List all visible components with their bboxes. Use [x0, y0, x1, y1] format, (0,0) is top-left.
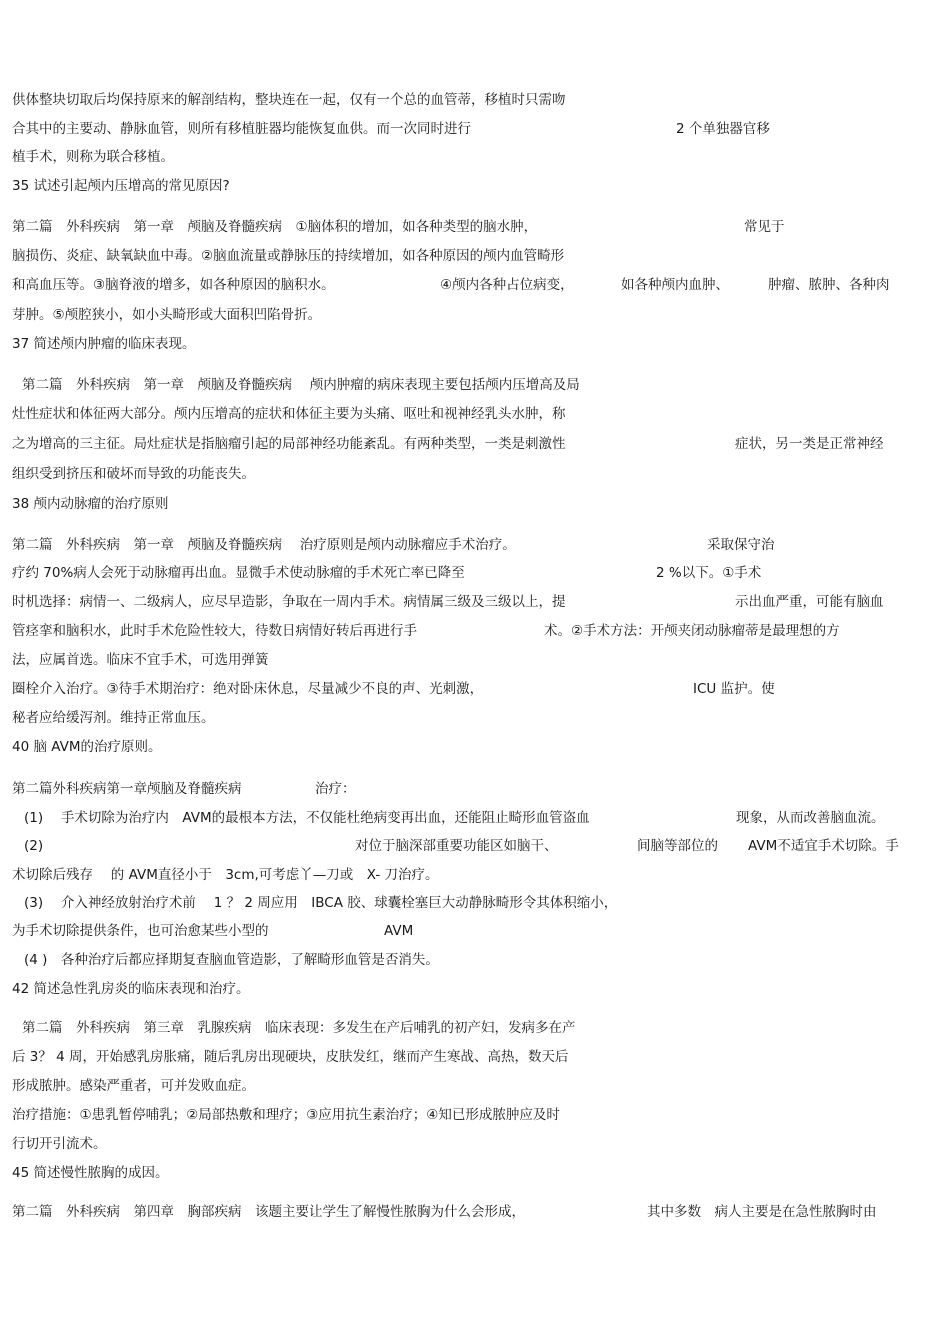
text-line-6-segment-3: 肿瘤、脓肿、各种肉	[768, 277, 890, 293]
text-line-15-segment-0: 疗约 70%病人会死于动脉瘤再出血。显微手术使动脉瘤的手术死亡率已降至	[12, 565, 465, 581]
text-line-16-segment-0: 时机选择：病情一、二级病人，应尽早造影，争取在一周内手术。病情属三级及三级以上，提	[12, 594, 566, 610]
text-line-2-segment-0: 植手术，则称为联合移植。	[12, 149, 174, 165]
text-line-17-segment-1: 术。②手术方法：开颅夹闭动脉瘤蒂是最理想的方	[544, 623, 840, 639]
text-line-27-segment-0: 为手术切除提供条件，也可治愈某些小型的	[12, 923, 269, 939]
text-line-23-segment-0: (1) 手术切除为治疗内 AVM的最根本方法，不仅能杜绝病变再出血，还能阻止畸形血管盗血	[24, 810, 590, 826]
text-line-21-segment-0: 40 脑 AVM的治疗原则。	[12, 739, 162, 755]
text-line-19-segment-1: ICU 监护。使	[693, 681, 775, 697]
text-line-6-segment-2: 如各种颅内血肿、	[621, 277, 729, 293]
text-line-8-segment-0: 37 简述颅内肿瘤的临床表现。	[12, 336, 196, 352]
text-line-4-segment-1: 常见于	[744, 219, 785, 235]
text-line-24-segment-3: AVM不适宜手术切除。手	[748, 838, 899, 854]
text-line-29-segment-0: 42 简述急性乳房炎的临床表现和治疗。	[12, 981, 250, 997]
text-line-6-segment-0: 和高血压等。③脑脊液的增多，如各种原因的脑积水。	[12, 277, 335, 293]
text-line-18-segment-0: 法，应属首选。临床不宜手术，可选用弹簧	[12, 652, 269, 668]
text-line-1-segment-1: 2 个单独器官移	[676, 121, 770, 137]
text-line-30-segment-0: 第二篇 外科疾病 第三章 乳腺疾病 临床表现：多发生在产后哺乳的初产妇，发病多在产	[22, 1020, 576, 1036]
text-line-11-segment-1: 症状，另一类是正常神经	[735, 436, 884, 452]
text-line-32-segment-0: 形成脓肿。感染严重者，可并发败血症。	[12, 1078, 255, 1094]
text-line-6-segment-1: ④颅内各种占位病变，	[440, 277, 574, 293]
text-line-36-segment-0: 第二篇 外科疾病 第四章 胸部疾病 该题主要让学生了解慢性脓胸为什么会形成，	[12, 1204, 525, 1220]
text-line-4-segment-0: 第二篇 外科疾病 第一章 颅脑及脊髓疾病 ①脑体积的增加，如各种类型的脑水肿，	[12, 219, 538, 235]
text-line-7-segment-0: 芽肿。⑤颅腔狭小，如小头畸形或大面积凹陷骨折。	[12, 307, 322, 323]
text-line-24-segment-1: 对位于脑深部重要功能区如脑干、	[355, 838, 558, 854]
text-line-12-segment-0: 组织受到挤压和破坏而导致的功能丧失。	[12, 466, 255, 482]
text-line-26-segment-0: (3) 介入神经放射治疗术前 1 ？ 2 周应用 IBCA 胶、球囊栓塞巨大动静脉畸形令其体积缩小，	[24, 895, 618, 911]
text-line-24-segment-2: 间脑等部位的	[637, 838, 718, 854]
text-line-19-segment-0: 圈栓介入治疗。③待手术期治疗：绝对卧床休息，尽量减少不良的声、光刺激，	[12, 681, 484, 697]
text-line-1-segment-0: 合其中的主要动、静脉血管，则所有移植脏器均能恢复血供。而一次同时进行	[12, 121, 471, 137]
text-line-0-segment-0: 供体整块切取后均保持原来的解剖结构，整块连在一起，仅有一个总的血管蒂，移植时只需吻	[12, 92, 566, 108]
text-line-22-segment-1: 治疗：	[315, 781, 356, 797]
text-line-3-segment-0: 35 试述引起颅内压增高的常见原因?	[12, 178, 230, 194]
text-line-15-segment-1: 2 %以下。①手术	[656, 565, 762, 581]
text-line-34-segment-0: 行切开引流术。	[12, 1136, 107, 1152]
text-line-28-segment-0: (4 ) 各种治疗后都应择期复查脑血管造影，了解畸形血管是否消失。	[24, 952, 439, 968]
text-line-14-segment-1: 采取保守治	[707, 537, 775, 553]
text-line-20-segment-0: 秘者应给缓泻剂。维持正常血压。	[12, 710, 215, 726]
text-line-24-segment-0: (2)	[24, 838, 44, 854]
text-line-13-segment-0: 38 颅内动脉瘤的治疗原则	[12, 496, 169, 512]
text-line-36-segment-1: 其中多数 病人主要是在急性脓胸时由	[647, 1204, 877, 1220]
text-line-17-segment-0: 管痉挛和脑积水，此时手术危险性较大，待数日病情好转后再进行手	[12, 623, 417, 639]
text-line-35-segment-0: 45 简述慢性脓胸的成因。	[12, 1165, 169, 1181]
text-line-23-segment-1: 现象，从而改善脑血流。	[736, 810, 885, 826]
text-line-25-segment-0: 术切除后残存 的 AVM直径小于 3cm,可考虑丫—刀或 X- 刀治疗。	[12, 867, 439, 883]
text-line-9-segment-0: 第二篇 外科疾病 第一章 颅脑及脊髓疾病 颅内肿瘤的病床表现主要包括颅内压增高及局	[22, 377, 580, 393]
text-line-33-segment-0: 治疗措施：①患乳暂停哺乳；②局部热敷和理疗；③应用抗生素治疗；④知已形成脓肿应及时	[12, 1107, 560, 1123]
text-line-31-segment-0: 后 3？ 4 周，开始感乳房胀痛，随后乳房出现硬块，皮肤发红，继而产生寒战、高热，数天后	[12, 1049, 569, 1065]
text-line-16-segment-1: 示出血严重，可能有脑血	[735, 594, 884, 610]
text-line-22-segment-0: 第二篇外科疾病第一章颅脑及脊髓疾病	[12, 781, 242, 797]
text-line-14-segment-0: 第二篇 外科疾病 第一章 颅脑及脊髓疾病 治疗原则是颅内动脉瘤应手术治疗。	[12, 537, 516, 553]
text-line-11-segment-0: 之为增高的三主征。局灶症状是指脑瘤引起的局部神经功能紊乱。有两种类型，一类是刺激性	[12, 436, 566, 452]
text-line-5-segment-0: 脑损伤、炎症、缺氧缺血中毒。②脑血流量或静脉压的持续增加，如各种原因的颅内血管畸形	[12, 248, 565, 264]
text-line-27-segment-1: AVM	[384, 923, 414, 939]
text-line-10-segment-0: 灶性症状和体征两大部分。颅内压增高的症状和体征主要为头痛、呕吐和视神经乳头水肿，称	[12, 406, 566, 422]
